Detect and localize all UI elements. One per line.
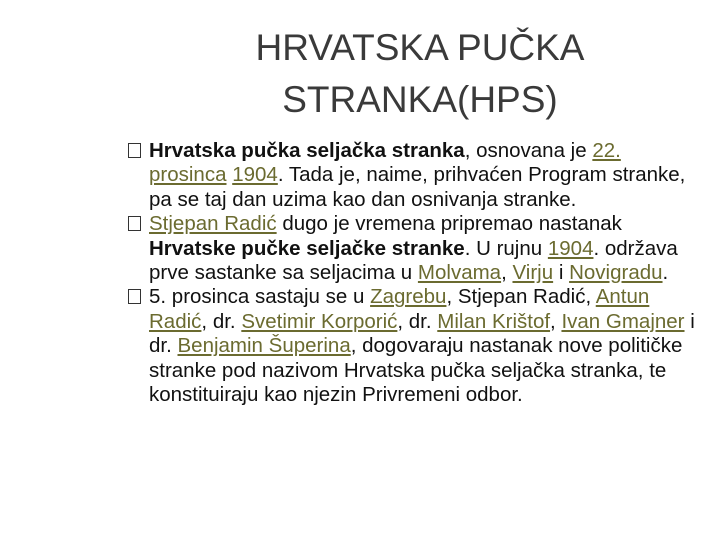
year-link[interactable]: 1904 (547, 236, 594, 260)
title-line-1: HRVATSKA PUČKA (255, 27, 585, 68)
text: . (662, 261, 669, 285)
person-link-antun-radic[interactable]: Antun Radić (149, 285, 650, 333)
city-link[interactable]: Zagrebu (370, 285, 447, 309)
bullet-item-2 (128, 212, 698, 285)
text: , (550, 309, 562, 333)
text: i dr. (149, 309, 695, 358)
bullet-item-3 (128, 285, 698, 407)
text: , (501, 261, 513, 285)
text: dugo je vremena pripremao nastanak (276, 212, 622, 236)
text: . U rujnu (464, 236, 548, 260)
text: , Stjepan Radić, (446, 285, 596, 309)
person-link-korporic[interactable]: Svetimir Korporić (241, 309, 398, 333)
bullet-list (128, 139, 698, 407)
bullet-marker-icon (128, 216, 141, 231)
place-link-virje[interactable]: Virju (512, 261, 554, 285)
text: . Tada je, naime, prihvaćen Program stranke, pa se taj dan uzima kao dan osnivanja stranke. (149, 163, 686, 211)
bullet-item-1 (128, 139, 698, 212)
person-link-superina[interactable]: Benjamin Šuperina (177, 334, 351, 358)
party-name: Hrvatske pučke seljačke stranke (149, 236, 465, 260)
bullet-marker-icon (128, 289, 141, 304)
bullet-marker-icon (128, 143, 141, 158)
person-link-gmajner[interactable]: Ivan Gmajner (561, 309, 685, 333)
text: 5. prosinca sastaju se u (149, 285, 371, 309)
person-link-kristof[interactable]: Milan Krištof (437, 309, 551, 333)
text: i (553, 261, 570, 285)
slide-title (150, 22, 690, 126)
date-link[interactable]: 22. prosinca (149, 139, 621, 187)
year-link[interactable]: 1904 (232, 163, 278, 187)
text: , osnovana je (464, 139, 593, 162)
title-line-2: STRANKA(HPS) (282, 79, 558, 120)
text: . održava prve sastanke sa seljacima u (149, 236, 678, 285)
text: , dr. (397, 309, 438, 333)
person-link[interactable]: Stjepan Radić (149, 212, 277, 236)
party-name: Hrvatska pučka seljačka stranka (149, 139, 465, 162)
place-link-molve[interactable]: Molvama (417, 261, 502, 285)
text: , dr. (201, 309, 242, 333)
text: , dogovaraju nastanak nove političke stranke pod nazivom Hrvatska pučka seljačka stranka, te konstituiraju kao njezin Privremeni odbor. (149, 334, 683, 407)
place-link-novigrad[interactable]: Novigradu (569, 261, 663, 285)
